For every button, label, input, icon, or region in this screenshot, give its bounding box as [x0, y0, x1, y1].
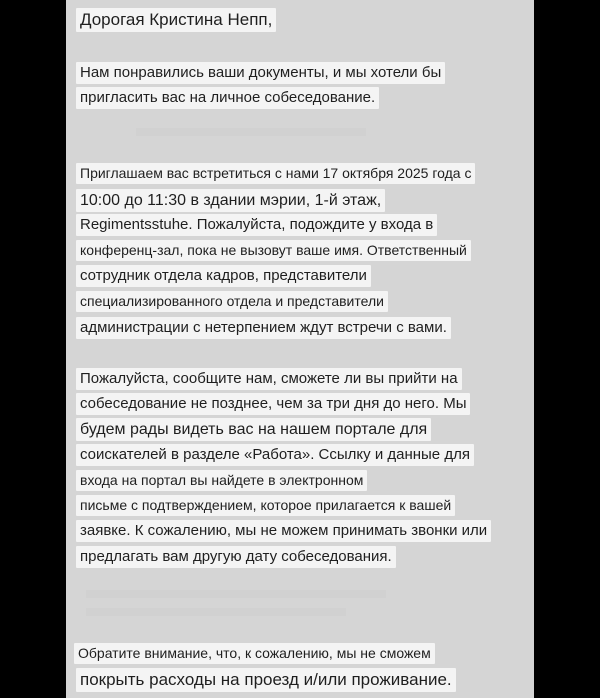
paragraph3-line: входа на портал вы найдете в электронном	[76, 470, 367, 491]
letter-page	[66, 0, 534, 698]
ghost-text	[86, 590, 386, 598]
paragraph2-line: сотрудник отдела кадров, представители	[76, 265, 371, 287]
paragraph2-line: Regimentsstuhe. Пожалуйста, подождите у входа в	[76, 214, 437, 236]
paragraph3-line: заявке. К сожалению, мы не можем принимать звонки или	[76, 520, 491, 542]
ghost-text	[86, 608, 346, 616]
letter-greeting: Дорогая Кристина Непп,	[76, 8, 276, 32]
ghost-text	[136, 128, 366, 136]
paragraph3-line: собеседование не позднее, чем за три дня до него. Мы	[76, 393, 470, 415]
paragraph4-line: Обратите внимание, что, к сожалению, мы не сможем	[74, 643, 435, 664]
paragraph1-line: Нам понравились ваши документы, и мы хотели бы	[76, 62, 445, 84]
paragraph3-line: предлагать вам другую дату собеседования.	[76, 546, 396, 568]
paragraph2-line: специализированного отдела и представители	[76, 291, 388, 312]
paragraph2-line: 10:00 до 11:30 в здании мэрии, 1-й этаж,	[76, 189, 385, 212]
paragraph3-line: Пожалуйста, сообщите нам, сможете ли вы прийти на	[76, 368, 462, 390]
paragraph2-line: администрации с нетерпением ждут встречи с вами.	[76, 317, 451, 339]
paragraph2-line: конференц-зал, пока не вызовут ваше имя. Ответственный	[76, 240, 471, 261]
paragraph1-line: пригласить вас на личное собеседование.	[76, 87, 379, 109]
paragraph3-line: соискателей в разделе «Работа». Ссылку и данные для	[76, 444, 474, 466]
paragraph3-line: письме с подтверждением, которое прилагается к вашей	[76, 495, 455, 516]
paragraph2-line: Приглашаем вас встретиться с нами 17 октября 2025 года с	[76, 163, 475, 184]
paragraph3-line: будем рады видеть вас на нашем портале для	[76, 418, 431, 441]
paragraph4-line: покрыть расходы на проезд и/или проживание.	[76, 668, 456, 692]
